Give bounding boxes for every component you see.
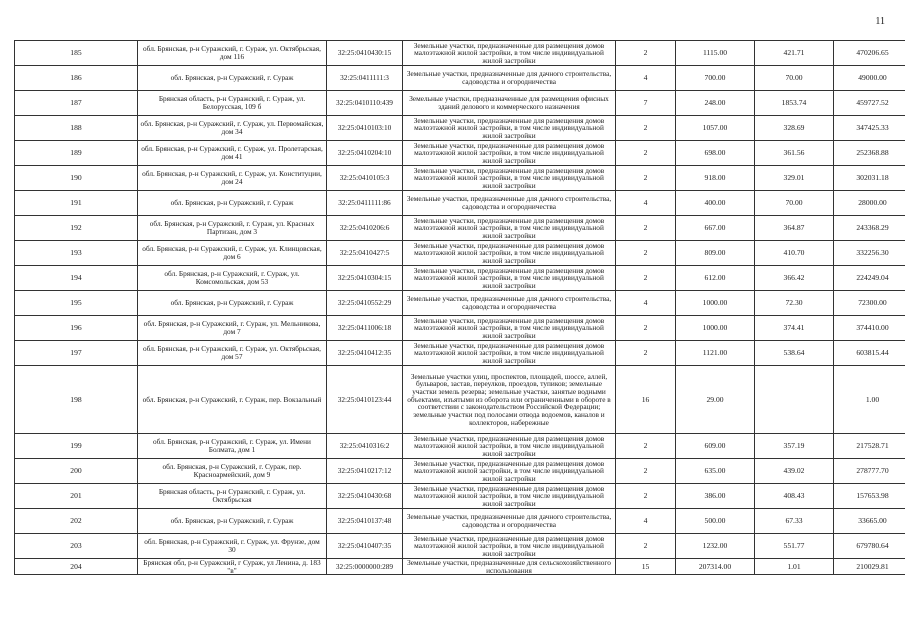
row-number-cell: 194 <box>15 266 138 291</box>
area-cell: 809.00 <box>676 241 755 266</box>
cadastral-value-cell: 49000.00 <box>834 66 905 91</box>
permitted-use-cell: Земельные участки, предназначенные для сельскохозяйственного использования <box>403 559 616 575</box>
cadastral-value-cell: 332256.30 <box>834 241 905 266</box>
address-cell: обл. Брянская, р-н Суражский, г. Сураж, ул. Конституции, дом 24 <box>138 166 327 191</box>
address-cell: обл. Брянская, р-н Суражский, г. Сураж, ул. Октябрьская, дом 116 <box>138 41 327 66</box>
specific-value-cell: 1853.74 <box>755 91 834 116</box>
table-row <box>15 316 905 341</box>
specific-value-cell: 361.56 <box>755 141 834 166</box>
cadastral-number-cell: 32:25:0410430:68 <box>327 484 403 509</box>
area-cell: 1000.00 <box>676 316 755 341</box>
row-number-cell: 193 <box>15 241 138 266</box>
use-group-cell: 7 <box>616 91 676 116</box>
cadastral-value-cell: 217528.71 <box>834 434 905 459</box>
row-number-cell: 188 <box>15 116 138 141</box>
specific-value-cell <box>755 366 834 434</box>
area-cell: 29.00 <box>676 366 755 434</box>
specific-value-cell: 538.64 <box>755 341 834 366</box>
permitted-use-cell: Земельные участки, предназначенные для размещения домов малоэтажной жилой застройки, в том числе индивидуальной жилой застройки <box>403 116 616 141</box>
address-cell: Брянская область, р-н Суражский, г. Сураж, ул. Октябрьская <box>138 484 327 509</box>
address-cell: обл. Брянская, р-н Суражский, г. Сураж, ул. Фрунзе, дом 30 <box>138 534 327 559</box>
table-row <box>15 266 905 291</box>
cadastral-value-cell: 243368.29 <box>834 216 905 241</box>
row-number-cell: 191 <box>15 191 138 216</box>
table-row <box>15 66 905 91</box>
cadastral-number-cell: 32:25:0410123:44 <box>327 366 403 434</box>
address-cell: обл. Брянская, р-н Суражский, г. Сураж, ул. Красных Партизан, дом 3 <box>138 216 327 241</box>
permitted-use-cell: Земельные участки, предназначенные для дачного строительства, садоводства и огородничества <box>403 191 616 216</box>
row-number-cell: 185 <box>15 41 138 66</box>
use-group-cell: 2 <box>616 484 676 509</box>
address-cell: обл. Брянская, р-н Суражский, г. Сураж, ул. Октябрьская, дом 57 <box>138 341 327 366</box>
specific-value-cell: 357.19 <box>755 434 834 459</box>
area-cell: 1232.00 <box>676 534 755 559</box>
cadastral-number-cell: 32:25:0410316:2 <box>327 434 403 459</box>
page-number: 11 <box>875 16 885 27</box>
permitted-use-cell: Земельные участки, предназначенные для размещения офисных зданий делового и коммерческого назначения <box>403 91 616 116</box>
specific-value-cell: 70.00 <box>755 191 834 216</box>
cadastral-number-cell: 32:25:0410552:29 <box>327 291 403 316</box>
table-row <box>15 216 905 241</box>
address-cell: обл. Брянская, р-н Суражский, г. Сураж, ул. Клинцовская, дом 6 <box>138 241 327 266</box>
area-cell: 248.00 <box>676 91 755 116</box>
address-cell: обл. Брянская, р-н Суражский, г. Сураж <box>138 509 327 534</box>
area-cell: 1057.00 <box>676 116 755 141</box>
specific-value-cell: 70.00 <box>755 66 834 91</box>
use-group-cell: 2 <box>616 341 676 366</box>
cadastral-value-cell: 278777.70 <box>834 459 905 484</box>
row-number-cell: 192 <box>15 216 138 241</box>
area-cell: 667.00 <box>676 216 755 241</box>
cadastral-number-cell: 32:25:0410204:10 <box>327 141 403 166</box>
address-cell: обл. Брянская, р-н Суражский, г. Сураж, ул. Мельникова, дом 7 <box>138 316 327 341</box>
cadastral-number-cell: 32:25:0410103:10 <box>327 116 403 141</box>
cadastral-number-cell: 32:25:0410407:35 <box>327 534 403 559</box>
area-cell: 609.00 <box>676 434 755 459</box>
row-number-cell: 200 <box>15 459 138 484</box>
specific-value-cell: 551.77 <box>755 534 834 559</box>
table-row <box>15 484 905 509</box>
address-cell: обл. Брянская, р-н Суражский, г. Сураж <box>138 291 327 316</box>
use-group-cell: 2 <box>616 166 676 191</box>
area-cell: 1115.00 <box>676 41 755 66</box>
address-cell: Брянская обл, р-н Суражский, г Сураж, ул Ленина, д. 183 "в" <box>138 559 327 575</box>
cadastral-number-cell: 32:25:0410304:15 <box>327 266 403 291</box>
cadastral-number-cell: 32:25:0410427:5 <box>327 241 403 266</box>
address-cell: обл. Брянская, р-н Суражский, г. Сураж, ул. Комсомольская, дом 53 <box>138 266 327 291</box>
row-number-cell: 186 <box>15 66 138 91</box>
address-cell: Брянская область, р-н Суражский, г. Сураж, ул. Белорусская, 109 б <box>138 91 327 116</box>
permitted-use-cell: Земельные участки, предназначенные для дачного строительства, садоводства и огородничества <box>403 291 616 316</box>
permitted-use-cell: Земельные участки, предназначенные для размещения домов малоэтажной жилой застройки, в том числе индивидуальной жилой застройки <box>403 41 616 66</box>
cadastral-value-cell: 33665.00 <box>834 509 905 534</box>
cadastral-number-cell: 32:25:0410206:6 <box>327 216 403 241</box>
table-row <box>15 41 905 66</box>
use-group-cell: 4 <box>616 191 676 216</box>
specific-value-cell: 328.69 <box>755 116 834 141</box>
use-group-cell: 16 <box>616 366 676 434</box>
row-number-cell: 198 <box>15 366 138 434</box>
address-cell: обл. Брянская, р-н Суражский, г. Сураж, ул. Первомайская, дом 34 <box>138 116 327 141</box>
use-group-cell: 2 <box>616 41 676 66</box>
use-group-cell: 2 <box>616 534 676 559</box>
row-number-cell: 189 <box>15 141 138 166</box>
address-cell: обл. Брянская, р-н Суражский, г. Сураж, ул. Пролетарская, дом 41 <box>138 141 327 166</box>
permitted-use-cell: Земельные участки улиц, проспектов, площадей, шоссе, аллей, бульваров, застав, переулков, проездов, тупиков; земельные участки земель резерва; земельные участки, занятые водными объектами, изъятыми из оборота или ограниченными в обороте в соответствии с законодательством Российской Федерации; земельные участки под полосами отвода водоемов, каналов и коллекторов, набережные <box>403 366 616 434</box>
permitted-use-cell: Земельные участки, предназначенные для дачного строительства, садоводства и огородничества <box>403 66 616 91</box>
table-body <box>15 41 905 575</box>
area-cell: 698.00 <box>676 141 755 166</box>
cadastral-number-cell: 32:25:0411006:18 <box>327 316 403 341</box>
use-group-cell: 4 <box>616 291 676 316</box>
table-row <box>15 241 905 266</box>
table-row <box>15 366 905 434</box>
use-group-cell: 15 <box>616 559 676 575</box>
specific-value-cell: 329.01 <box>755 166 834 191</box>
cadastral-value-table <box>14 40 905 575</box>
use-group-cell: 2 <box>616 266 676 291</box>
use-group-cell: 2 <box>616 459 676 484</box>
cadastral-number-cell: 32:25:0411111:3 <box>327 66 403 91</box>
row-number-cell: 196 <box>15 316 138 341</box>
area-cell: 700.00 <box>676 66 755 91</box>
permitted-use-cell: Земельные участки, предназначенные для размещения домов малоэтажной жилой застройки, в том числе индивидуальной жилой застройки <box>403 341 616 366</box>
cadastral-value-cell: 347425.33 <box>834 116 905 141</box>
use-group-cell: 2 <box>616 116 676 141</box>
row-number-cell: 202 <box>15 509 138 534</box>
table-row <box>15 291 905 316</box>
table-row <box>15 341 905 366</box>
address-cell: обл. Брянская, р-н Суражский, г. Сураж, ул. Имени Болмата, дом 1 <box>138 434 327 459</box>
area-cell: 1000.00 <box>676 291 755 316</box>
cadastral-number-cell: 32:25:0410137:48 <box>327 509 403 534</box>
cadastral-number-cell: 32:25:0411111:86 <box>327 191 403 216</box>
permitted-use-cell: Земельные участки, предназначенные для размещения домов малоэтажной жилой застройки, в том числе индивидуальной жилой застройки <box>403 434 616 459</box>
area-cell: 500.00 <box>676 509 755 534</box>
use-group-cell: 2 <box>616 216 676 241</box>
row-number-cell: 197 <box>15 341 138 366</box>
row-number-cell: 203 <box>15 534 138 559</box>
cadastral-value-cell: 28000.00 <box>834 191 905 216</box>
cadastral-number-cell: 32:25:0410412:35 <box>327 341 403 366</box>
address-cell: обл. Брянская, р-н Суражский, г. Сураж <box>138 66 327 91</box>
area-cell: 207314.00 <box>676 559 755 575</box>
specific-value-cell: 67.33 <box>755 509 834 534</box>
address-cell: обл. Брянская, р-н Суражский, г. Сураж, пер. Вокзальный <box>138 366 327 434</box>
permitted-use-cell: Земельные участки, предназначенные для размещения домов малоэтажной жилой застройки, в том числе индивидуальной жилой застройки <box>403 316 616 341</box>
cadastral-number-cell: 32:25:0000000:289 <box>327 559 403 575</box>
row-number-cell: 195 <box>15 291 138 316</box>
row-number-cell: 187 <box>15 91 138 116</box>
area-cell: 400.00 <box>676 191 755 216</box>
cadastral-value-cell: 252368.88 <box>834 141 905 166</box>
row-number-cell: 190 <box>15 166 138 191</box>
specific-value-cell: 374.41 <box>755 316 834 341</box>
table-row <box>15 509 905 534</box>
permitted-use-cell: Земельные участки, предназначенные для размещения домов малоэтажной жилой застройки, в том числе индивидуальной жилой застройки <box>403 141 616 166</box>
table-row <box>15 166 905 191</box>
use-group-cell: 4 <box>616 66 676 91</box>
specific-value-cell: 72.30 <box>755 291 834 316</box>
table-row <box>15 91 905 116</box>
permitted-use-cell: Земельные участки, предназначенные для размещения домов малоэтажной жилой застройки, в том числе индивидуальной жилой застройки <box>403 459 616 484</box>
address-cell: обл. Брянская, р-н Суражский, г. Сураж, пер. Красноармейский, дом 9 <box>138 459 327 484</box>
cadastral-value-cell: 210029.81 <box>834 559 905 575</box>
specific-value-cell: 439.02 <box>755 459 834 484</box>
specific-value-cell: 364.87 <box>755 216 834 241</box>
cadastral-number-cell: 32:25:0410430:15 <box>327 41 403 66</box>
permitted-use-cell: Земельные участки, предназначенные для размещения домов малоэтажной жилой застройки, в том числе индивидуальной жилой застройки <box>403 241 616 266</box>
table-row <box>15 141 905 166</box>
area-cell: 918.00 <box>676 166 755 191</box>
table-row <box>15 191 905 216</box>
permitted-use-cell: Земельные участки, предназначенные для дачного строительства, садоводства и огородничества <box>403 509 616 534</box>
cadastral-number-cell: 32:25:0410110:439 <box>327 91 403 116</box>
table-row <box>15 559 905 575</box>
row-number-cell: 199 <box>15 434 138 459</box>
area-cell: 386.00 <box>676 484 755 509</box>
specific-value-cell: 410.70 <box>755 241 834 266</box>
cadastral-value-cell: 1.00 <box>834 366 905 434</box>
cadastral-number-cell: 32:25:0410105:3 <box>327 166 403 191</box>
row-number-cell: 204 <box>15 559 138 575</box>
table-row <box>15 459 905 484</box>
cadastral-number-cell: 32:25:0410217:12 <box>327 459 403 484</box>
table-row <box>15 534 905 559</box>
row-number-cell: 201 <box>15 484 138 509</box>
use-group-cell: 2 <box>616 141 676 166</box>
use-group-cell: 4 <box>616 509 676 534</box>
cadastral-value-cell: 679780.64 <box>834 534 905 559</box>
area-cell: 1121.00 <box>676 341 755 366</box>
specific-value-cell: 421.71 <box>755 41 834 66</box>
specific-value-cell: 1.01 <box>755 559 834 575</box>
permitted-use-cell: Земельные участки, предназначенные для размещения домов малоэтажной жилой застройки, в том числе индивидуальной жилой застройки <box>403 216 616 241</box>
cadastral-value-cell: 157653.98 <box>834 484 905 509</box>
permitted-use-cell: Земельные участки, предназначенные для размещения домов малоэтажной жилой застройки, в том числе индивидуальной жилой застройки <box>403 166 616 191</box>
cadastral-value-cell: 72300.00 <box>834 291 905 316</box>
table-row <box>15 434 905 459</box>
cadastral-value-cell: 224249.04 <box>834 266 905 291</box>
address-cell: обл. Брянская, р-н Суражский, г. Сураж <box>138 191 327 216</box>
use-group-cell: 2 <box>616 241 676 266</box>
permitted-use-cell: Земельные участки, предназначенные для размещения домов малоэтажной жилой застройки, в том числе индивидуальной жилой застройки <box>403 266 616 291</box>
specific-value-cell: 366.42 <box>755 266 834 291</box>
use-group-cell: 2 <box>616 316 676 341</box>
specific-value-cell: 408.43 <box>755 484 834 509</box>
cadastral-value-cell: 374410.00 <box>834 316 905 341</box>
use-group-cell: 2 <box>616 434 676 459</box>
area-cell: 635.00 <box>676 459 755 484</box>
permitted-use-cell: Земельные участки, предназначенные для размещения домов малоэтажной жилой застройки, в том числе индивидуальной жилой застройки <box>403 484 616 509</box>
table-row <box>15 116 905 141</box>
cadastral-value-cell: 302031.18 <box>834 166 905 191</box>
cadastral-value-cell: 603815.44 <box>834 341 905 366</box>
cadastral-value-cell: 459727.52 <box>834 91 905 116</box>
area-cell: 612.00 <box>676 266 755 291</box>
cadastral-value-cell: 470206.65 <box>834 41 905 66</box>
permitted-use-cell: Земельные участки, предназначенные для размещения домов малоэтажной жилой застройки, в том числе индивидуальной жилой застройки <box>403 534 616 559</box>
